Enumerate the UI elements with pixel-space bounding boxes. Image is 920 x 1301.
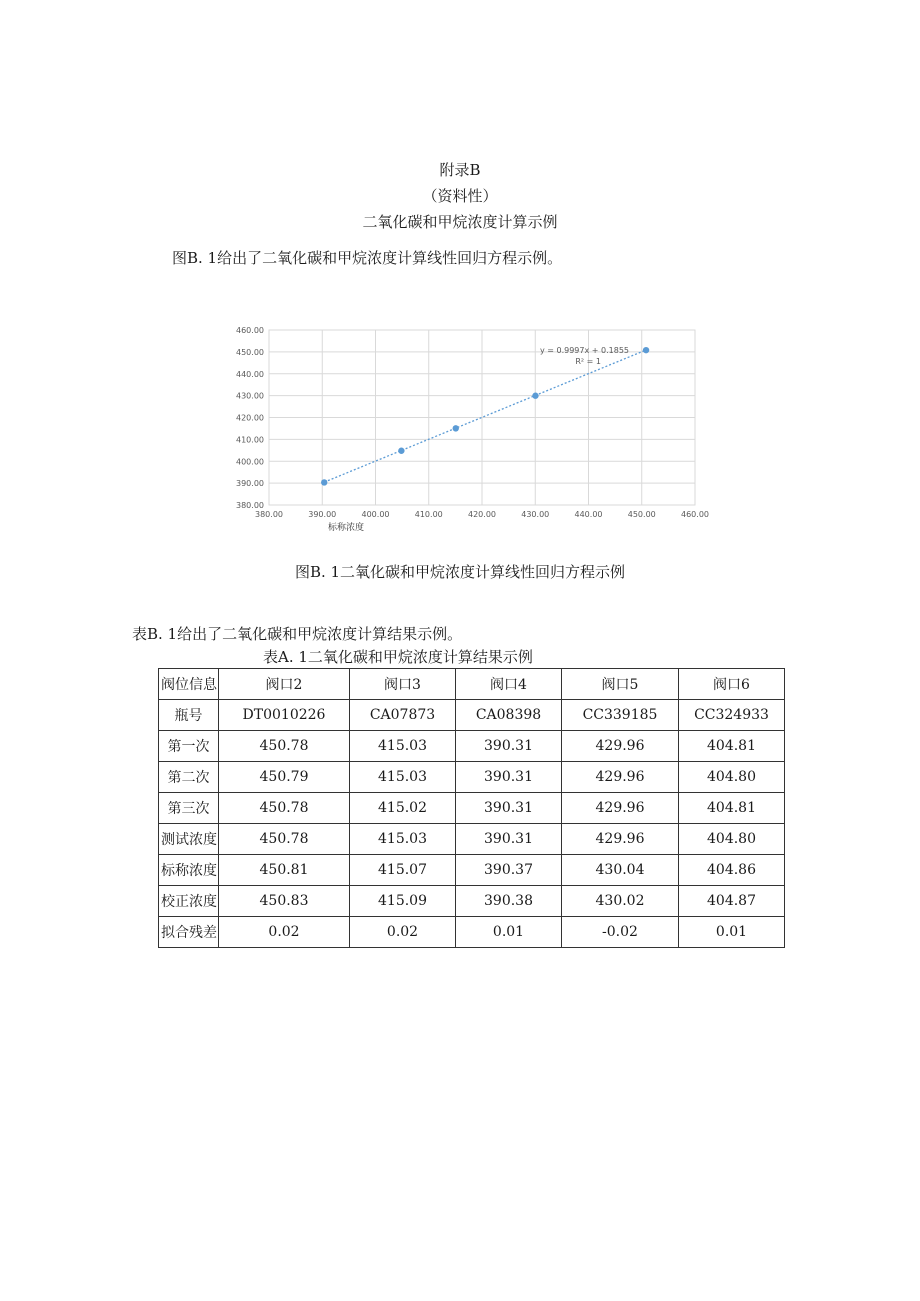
results-table-body xyxy=(159,669,785,948)
table-header-cell: 阀口3 xyxy=(350,669,456,700)
regression-chart xyxy=(225,322,709,537)
table-cell: 415.03 xyxy=(350,824,456,855)
table-cell: 390.31 xyxy=(456,731,562,762)
x-tick-label: 460.00 xyxy=(681,510,709,519)
chart-data-point xyxy=(321,479,327,485)
chart-trendline-group xyxy=(324,350,646,482)
trendline-equation: y = 0.9997x + 0.1855 xyxy=(539,346,629,355)
table-cell: 390.31 xyxy=(456,824,562,855)
chart-data-point xyxy=(643,347,649,353)
x-tick-label: 380.00 xyxy=(255,510,283,519)
table-cell: 450.81 xyxy=(219,855,350,886)
table-cell: 430.04 xyxy=(562,855,679,886)
table-cell: 415.03 xyxy=(350,762,456,793)
table-cell: 404.81 xyxy=(679,731,785,762)
appendix-nature: （资料性） xyxy=(422,187,498,205)
table-cell: 429.96 xyxy=(562,731,679,762)
regression-chart-svg xyxy=(225,322,709,537)
table-cell: 429.96 xyxy=(562,793,679,824)
chart-trendline xyxy=(324,350,646,482)
table-cell: 0.02 xyxy=(219,917,350,948)
x-tick-label: 400.00 xyxy=(361,510,390,519)
y-tick-label: 390.00 xyxy=(236,479,264,489)
table-header-row xyxy=(159,669,785,700)
x-tick-label: 440.00 xyxy=(574,510,603,519)
table-row xyxy=(159,855,785,886)
table-row xyxy=(159,700,785,731)
table-cell: CA08398 xyxy=(456,700,562,731)
trendline-r-squared: R² = 1 xyxy=(575,357,601,366)
table-cell: 415.07 xyxy=(350,855,456,886)
y-tick-label: 420.00 xyxy=(236,413,264,423)
table-cell: 430.02 xyxy=(562,886,679,917)
table-cell: CC324933 xyxy=(679,700,785,731)
y-tick-label: 380.00 xyxy=(236,501,264,510)
table-row-label: 拟合残差 xyxy=(159,917,219,948)
table-cell: CA07873 xyxy=(350,700,456,731)
table-cell: 450.78 xyxy=(219,793,350,824)
table-cell: 390.31 xyxy=(456,762,562,793)
x-tick-label: 420.00 xyxy=(468,510,496,519)
table-cell: 0.01 xyxy=(679,917,785,948)
table-row xyxy=(159,886,785,917)
table-cell: 450.78 xyxy=(219,731,350,762)
table-header-cell: 阀口2 xyxy=(219,669,350,700)
chart-data-point xyxy=(398,448,404,454)
chart-data-point xyxy=(453,425,459,431)
y-tick-label: 450.00 xyxy=(236,347,264,357)
y-tick-label: 410.00 xyxy=(236,435,264,445)
table-header-cell: 阀口6 xyxy=(679,669,785,700)
table-cell: 429.96 xyxy=(562,824,679,855)
table-cell: 415.09 xyxy=(350,886,456,917)
chart-tick-labels xyxy=(236,326,709,519)
figure-caption: 图B. 1二氧化碳和甲烷浓度计算线性回归方程示例 xyxy=(294,563,626,581)
table-cell: CC339185 xyxy=(562,700,679,731)
y-tick-label: 440.00 xyxy=(236,369,264,379)
x-tick-label: 410.00 xyxy=(414,510,443,519)
x-tick-label: 430.00 xyxy=(521,510,550,519)
y-tick-label: 460.00 xyxy=(236,326,264,335)
table-row-label: 第一次 xyxy=(159,731,219,762)
appendix-title: 二氧化碳和甲烷浓度计算示例 xyxy=(362,213,558,231)
figure-intro-paragraph: 图B. 1给出了二氧化碳和甲烷浓度计算线性回归方程示例。 xyxy=(172,249,563,267)
table-row xyxy=(159,762,785,793)
table-header-cell: 阀位信息 xyxy=(159,669,219,700)
table-cell: 450.79 xyxy=(219,762,350,793)
table-row-label: 测试浓度 xyxy=(159,824,219,855)
table-row xyxy=(159,793,785,824)
table-cell: 390.31 xyxy=(456,793,562,824)
chart-data-point xyxy=(532,393,538,399)
table-row-label: 第二次 xyxy=(159,762,219,793)
table-header-cell: 阀口5 xyxy=(562,669,679,700)
table-row xyxy=(159,917,785,948)
table-row xyxy=(159,731,785,762)
table-row xyxy=(159,824,785,855)
x-tick-label: 450.00 xyxy=(627,510,656,519)
chart-x-axis-label: 标称浓度 xyxy=(328,523,365,533)
table-row-label: 第三次 xyxy=(159,793,219,824)
table-caption: 表A. 1二氧化碳和甲烷浓度计算结果示例 xyxy=(263,648,533,666)
results-table xyxy=(158,668,785,948)
table-cell: 0.01 xyxy=(456,917,562,948)
table-cell: 415.03 xyxy=(350,731,456,762)
table-cell: DT0010226 xyxy=(219,700,350,731)
table-cell: 404.80 xyxy=(679,824,785,855)
table-row-label: 校正浓度 xyxy=(159,886,219,917)
table-cell: 450.78 xyxy=(219,824,350,855)
table-cell: 404.87 xyxy=(679,886,785,917)
table-intro-paragraph: 表B. 1给出了二氧化碳和甲烷浓度计算结果示例。 xyxy=(132,625,463,643)
y-tick-label: 430.00 xyxy=(236,391,264,401)
table-cell: -0.02 xyxy=(562,917,679,948)
table-cell: 404.80 xyxy=(679,762,785,793)
table-cell: 390.38 xyxy=(456,886,562,917)
table-cell: 450.83 xyxy=(219,886,350,917)
table-cell: 404.81 xyxy=(679,793,785,824)
table-cell: 390.37 xyxy=(456,855,562,886)
table-cell: 404.86 xyxy=(679,855,785,886)
table-cell: 429.96 xyxy=(562,762,679,793)
appendix-label: 附录B xyxy=(439,161,481,179)
table-cell: 0.02 xyxy=(350,917,456,948)
table-row-label: 瓶号 xyxy=(159,700,219,731)
table-row-label: 标称浓度 xyxy=(159,855,219,886)
x-tick-label: 390.00 xyxy=(308,510,337,519)
table-cell: 415.02 xyxy=(350,793,456,824)
y-tick-label: 400.00 xyxy=(236,457,264,467)
table-header-cell: 阀口4 xyxy=(456,669,562,700)
